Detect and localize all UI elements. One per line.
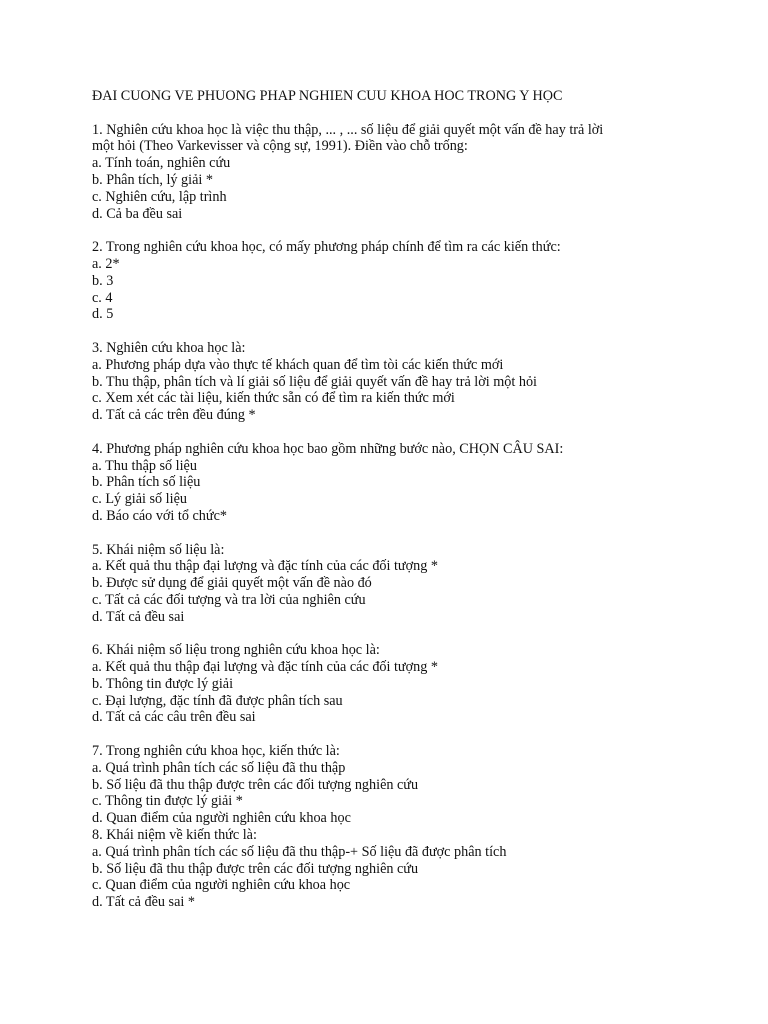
answer-option: c. 4 [92,289,113,306]
document-body [92,88,732,928]
answer-option: a. Kết quả thu thập đại lượng và đặc tính của các đối tượng * [92,558,438,575]
answer-option: a. Kết quả thu thập đại lượng và đặc tính của các đối tượng * [92,659,438,676]
question-4 [92,441,732,525]
question-stem: 5. Khái niệm số liệu là: [92,541,225,558]
question-list [92,122,732,911]
answer-option: d. Quan điểm của người nghiên cứu khoa học [92,810,351,827]
answer-option: b. Được sử dụng để giải quyết một vấn đề nào đó [92,575,372,592]
answer-option: d. Tất cả đều sai [92,608,185,625]
answer-option: a. Thu thập số liệu [92,457,197,474]
answer-option: b. 3 [92,272,114,289]
answer-option: a. Phương pháp dựa vào thực tế khách quan để tìm tòi các kiến thức mới [92,356,504,373]
answer-option: a. Quá trình phân tích các số liệu đã thu thập [92,759,346,776]
answer-option: c. Lý giải số liệu [92,491,187,508]
answer-option: a. Quá trình phân tích các số liệu đã thu thập-+ Số liệu đã được phân tích [92,843,507,860]
question-2 [92,239,732,323]
answer-option: c. Quan điểm của người nghiên cứu khoa học [92,877,351,894]
answer-option: b. Số liệu đã thu thập được trên các đối tượng nghiên cứu [92,860,419,877]
question-stem: 8. Khái niệm về kiến thức là: [92,827,257,844]
answer-option: b. Số liệu đã thu thập được trên các đối tượng nghiên cứu [92,776,419,793]
answer-option: d. Tất cả đều sai * [92,894,195,911]
question-5 [92,542,732,626]
question-stem: 6. Khái niệm số liệu trong nghiên cứu khoa học là: [92,642,380,659]
answer-option: c. Nghiên cứu, lập trình [92,188,227,205]
question-stem: 1. Nghiên cứu khoa học là việc thu thập, ... , ... số liệu để giải quyết một vấn đề hay trả lời [92,121,604,138]
question-3 [92,340,732,424]
question-6 [92,642,732,726]
document-title: ĐAI CUONG VE PHUONG PHAP NGHIEN CUU KHOA HOC TRONG Y HỌC [92,88,563,104]
answer-option: d. Cả ba đều sai [92,205,183,222]
answer-option: c. Đại lượng, đặc tính đã được phân tích sau [92,692,343,709]
answer-option: b. Phân tích số liệu [92,474,201,491]
question-stem: 2. Trong nghiên cứu khoa học, có mấy phương pháp chính để tìm ra các kiến thức: [92,239,561,256]
answer-option: d. Tất cả các trên đều đúng * [92,407,256,424]
question-stem: 3. Nghiên cứu khoa học là: [92,339,246,356]
answer-option: b. Thông tin được lý giải [92,675,234,692]
answer-option: a. 2* [92,255,120,272]
answer-option: d. Báo cáo với tổ chức* [92,507,227,524]
answer-option: b. Thu thập, phân tích và lí giải số liệu để giải quyết vấn đề hay trả lời một hỏi [92,373,537,390]
answer-option: c. Thông tin được lý giải * [92,793,243,810]
question-1 [92,122,732,223]
question-8 [92,827,732,911]
question-stem: 4. Phương pháp nghiên cứu khoa học bao gồm những bước nào, CHỌN CÂU SAI: [92,440,564,457]
answer-option: c. Tất cả các đối tượng và tra lời của nghiên cứu [92,591,366,608]
answer-option: c. Xem xét các tài liệu, kiến thức sẵn có để tìm ra kiến thức mới [92,390,455,407]
question-7 [92,743,732,827]
answer-option: d. Tất cả các câu trên đều sai [92,709,256,726]
question-stem: 7. Trong nghiên cứu khoa học, kiến thức là: [92,743,340,760]
answer-option: d. 5 [92,306,114,323]
answer-option: a. Tính toán, nghiên cứu [92,155,231,172]
question-stem: một hỏi (Theo Varkevisser và cộng sự, 1991). Điền vào chỗ trống: [92,138,468,155]
answer-option: b. Phân tích, lý giải * [92,171,213,188]
